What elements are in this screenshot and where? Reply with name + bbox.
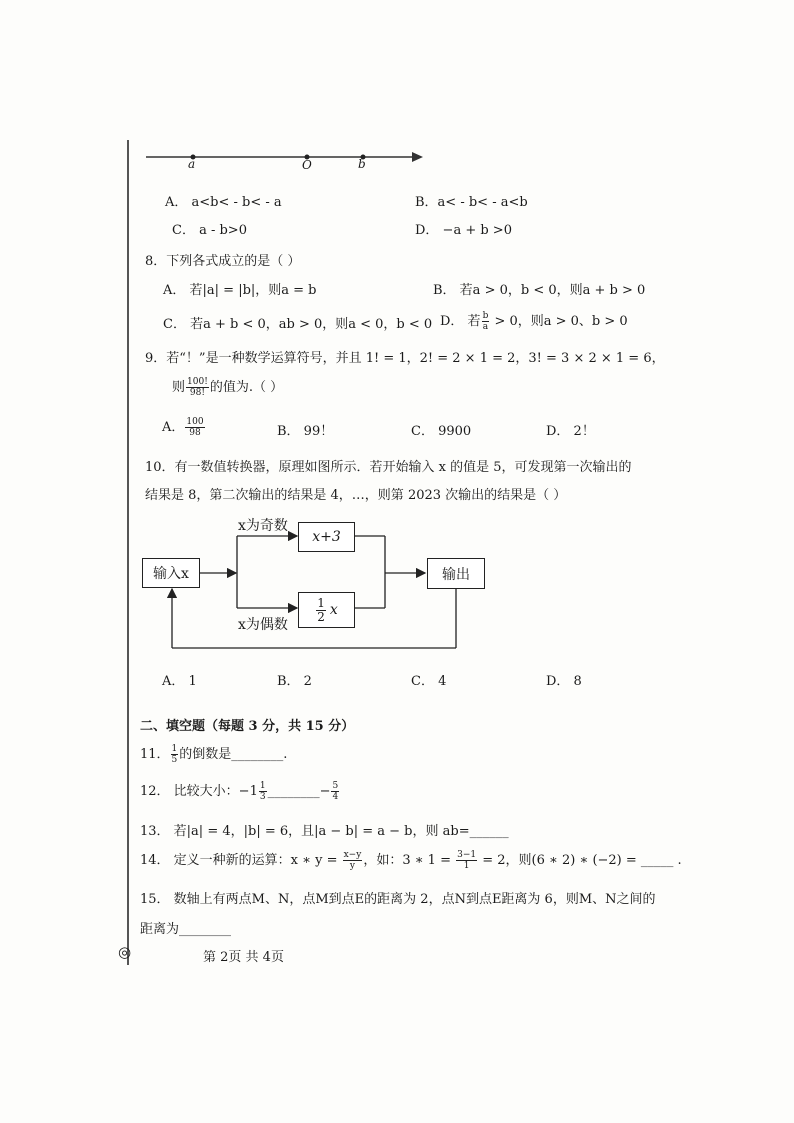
q9-option-a-label: A． xyxy=(162,420,185,435)
q10-line1: 10．有一数值转换器，原理如图所示．若开始输入 x 的值是 5，可发现第一次输出的 xyxy=(145,460,632,475)
number-line-label-b: b xyxy=(358,157,366,171)
flowchart-half-fraction xyxy=(316,597,326,624)
flowchart-input-box xyxy=(142,558,200,588)
q12-num-2: 5 xyxy=(332,781,339,791)
q9-a-den: 98 xyxy=(189,428,201,438)
footer-page-number: 第 2页 共 4页 xyxy=(203,950,284,965)
q13: 13． 若|a| = 4，|b| = 6，且|a − b| = a − b，则 ab=______ xyxy=(140,824,509,839)
q9-frac-den: 98! xyxy=(189,388,205,398)
q14-post: = 2，则(6 ∗ 2) ∗ (−2) = _____ . xyxy=(478,853,682,868)
q7-option-c: C． a - b>0 xyxy=(172,223,247,238)
flowchart-plus3-box xyxy=(298,522,355,552)
q9-line2-pre: 则 xyxy=(172,380,186,395)
q14-mid: ，如：3 ∗ 1 = xyxy=(363,853,456,868)
footer-mark: ◎ xyxy=(118,943,132,961)
q12-fraction-2 xyxy=(331,781,339,802)
q8-d-num: b xyxy=(482,311,489,321)
q12-pre: 12． 比较大小：−1 xyxy=(140,784,258,799)
q12-den-2: 4 xyxy=(332,792,339,802)
q8-option-b: B． 若a > 0，b < 0，则a + b > 0 xyxy=(433,283,646,298)
q11-fraction xyxy=(171,744,179,765)
q8-option-c: C． 若a + b < 0，ab > 0，则a < 0，b < 0 xyxy=(163,317,433,332)
flowchart-odd-label: x为奇数 xyxy=(238,518,288,534)
q14-num-2: 3−1 xyxy=(457,850,477,860)
flowchart-output-box xyxy=(427,558,485,589)
flowchart-half-box xyxy=(298,592,355,628)
q14-den-2: 1 xyxy=(463,861,470,871)
q14-fraction-1 xyxy=(343,850,363,871)
q8-option-d-pre: D． 若 xyxy=(440,314,481,329)
q7-option-a: A． a<b< - b< - a xyxy=(165,195,282,210)
q7-option-b: B．a< - b< - a<b xyxy=(415,195,528,210)
q10-option-d: D． 8 xyxy=(546,674,582,689)
q7-option-d: D． −a + b >0 xyxy=(415,223,512,238)
q12-fraction-1 xyxy=(259,781,267,802)
q14 xyxy=(140,849,682,871)
flowchart-input-label: 输入x xyxy=(153,566,189,582)
q15-line2: 距离为________ xyxy=(140,922,232,937)
q12 xyxy=(140,780,340,802)
q10-line2: 结果是 8，第二次输出的结果是 4，…，则第 2023 次输出的结果是（ ） xyxy=(145,488,567,503)
q9-line2-post: 的值为.（ ） xyxy=(209,380,284,395)
q10-option-a: A． 1 xyxy=(162,674,197,689)
q8-stem: 8．下列各式成立的是（ ） xyxy=(145,254,301,269)
flowchart-output-label: 输出 xyxy=(442,566,470,583)
q8-d-den: a xyxy=(482,322,489,332)
q11 xyxy=(140,743,287,765)
q9-stem: 9．若“！”是一种数学运算符号，并且 1! = 1，2! = 2 × 1 = 2，3! = 3 × 2 × 1 = 6， xyxy=(145,351,665,366)
flowchart-even-label: x为偶数 xyxy=(238,617,288,633)
flowchart-plus3-label: x+3 xyxy=(312,529,341,545)
q9-option-c: C． 9900 xyxy=(411,424,472,439)
q11-den: 5 xyxy=(171,755,178,765)
q15-line1: 15． 数轴上有两点M、N，点M到点E的距离为 2，点N到点E距离为 6，则M、N之间的 xyxy=(140,892,656,907)
q14-den-1: y xyxy=(349,861,355,871)
q8-option-a: A． 若|a| = |b|，则a = b xyxy=(163,283,317,298)
number-line-label-o: O xyxy=(302,158,312,172)
q12-num-1: 1 xyxy=(259,781,266,791)
q11-post: 的倒数是________. xyxy=(179,747,288,762)
q12-mid: ________− xyxy=(267,784,331,799)
q10-option-c: C． 4 xyxy=(411,674,447,689)
q11-num: 1 xyxy=(171,744,178,754)
q12-den-1: 3 xyxy=(259,792,266,802)
q14-fraction-2 xyxy=(456,850,477,871)
q9-option-b: B． 99！ xyxy=(277,424,334,439)
flowchart-half-num: 1 xyxy=(317,595,325,610)
q11-label: 11． xyxy=(140,747,170,762)
q10-option-b: B． 2 xyxy=(277,674,312,689)
q14-pre: 14． 定义一种新的运算：x ∗ y = xyxy=(140,853,342,868)
q9-option-d: D． 2！ xyxy=(546,424,595,439)
section-2-heading: 二、填空题（每题 3 分，共 15 分） xyxy=(140,719,355,734)
q9-a-num: 100 xyxy=(186,417,204,427)
flowchart-half-var: x xyxy=(329,602,338,618)
q14-num-1: x−y xyxy=(343,850,362,860)
number-line-label-a: a xyxy=(188,157,196,171)
q9-frac-num: 100! xyxy=(187,377,208,387)
flowchart-half-den: 2 xyxy=(317,609,325,624)
q8-option-d-post: > 0，则a > 0、b > 0 xyxy=(490,314,628,329)
